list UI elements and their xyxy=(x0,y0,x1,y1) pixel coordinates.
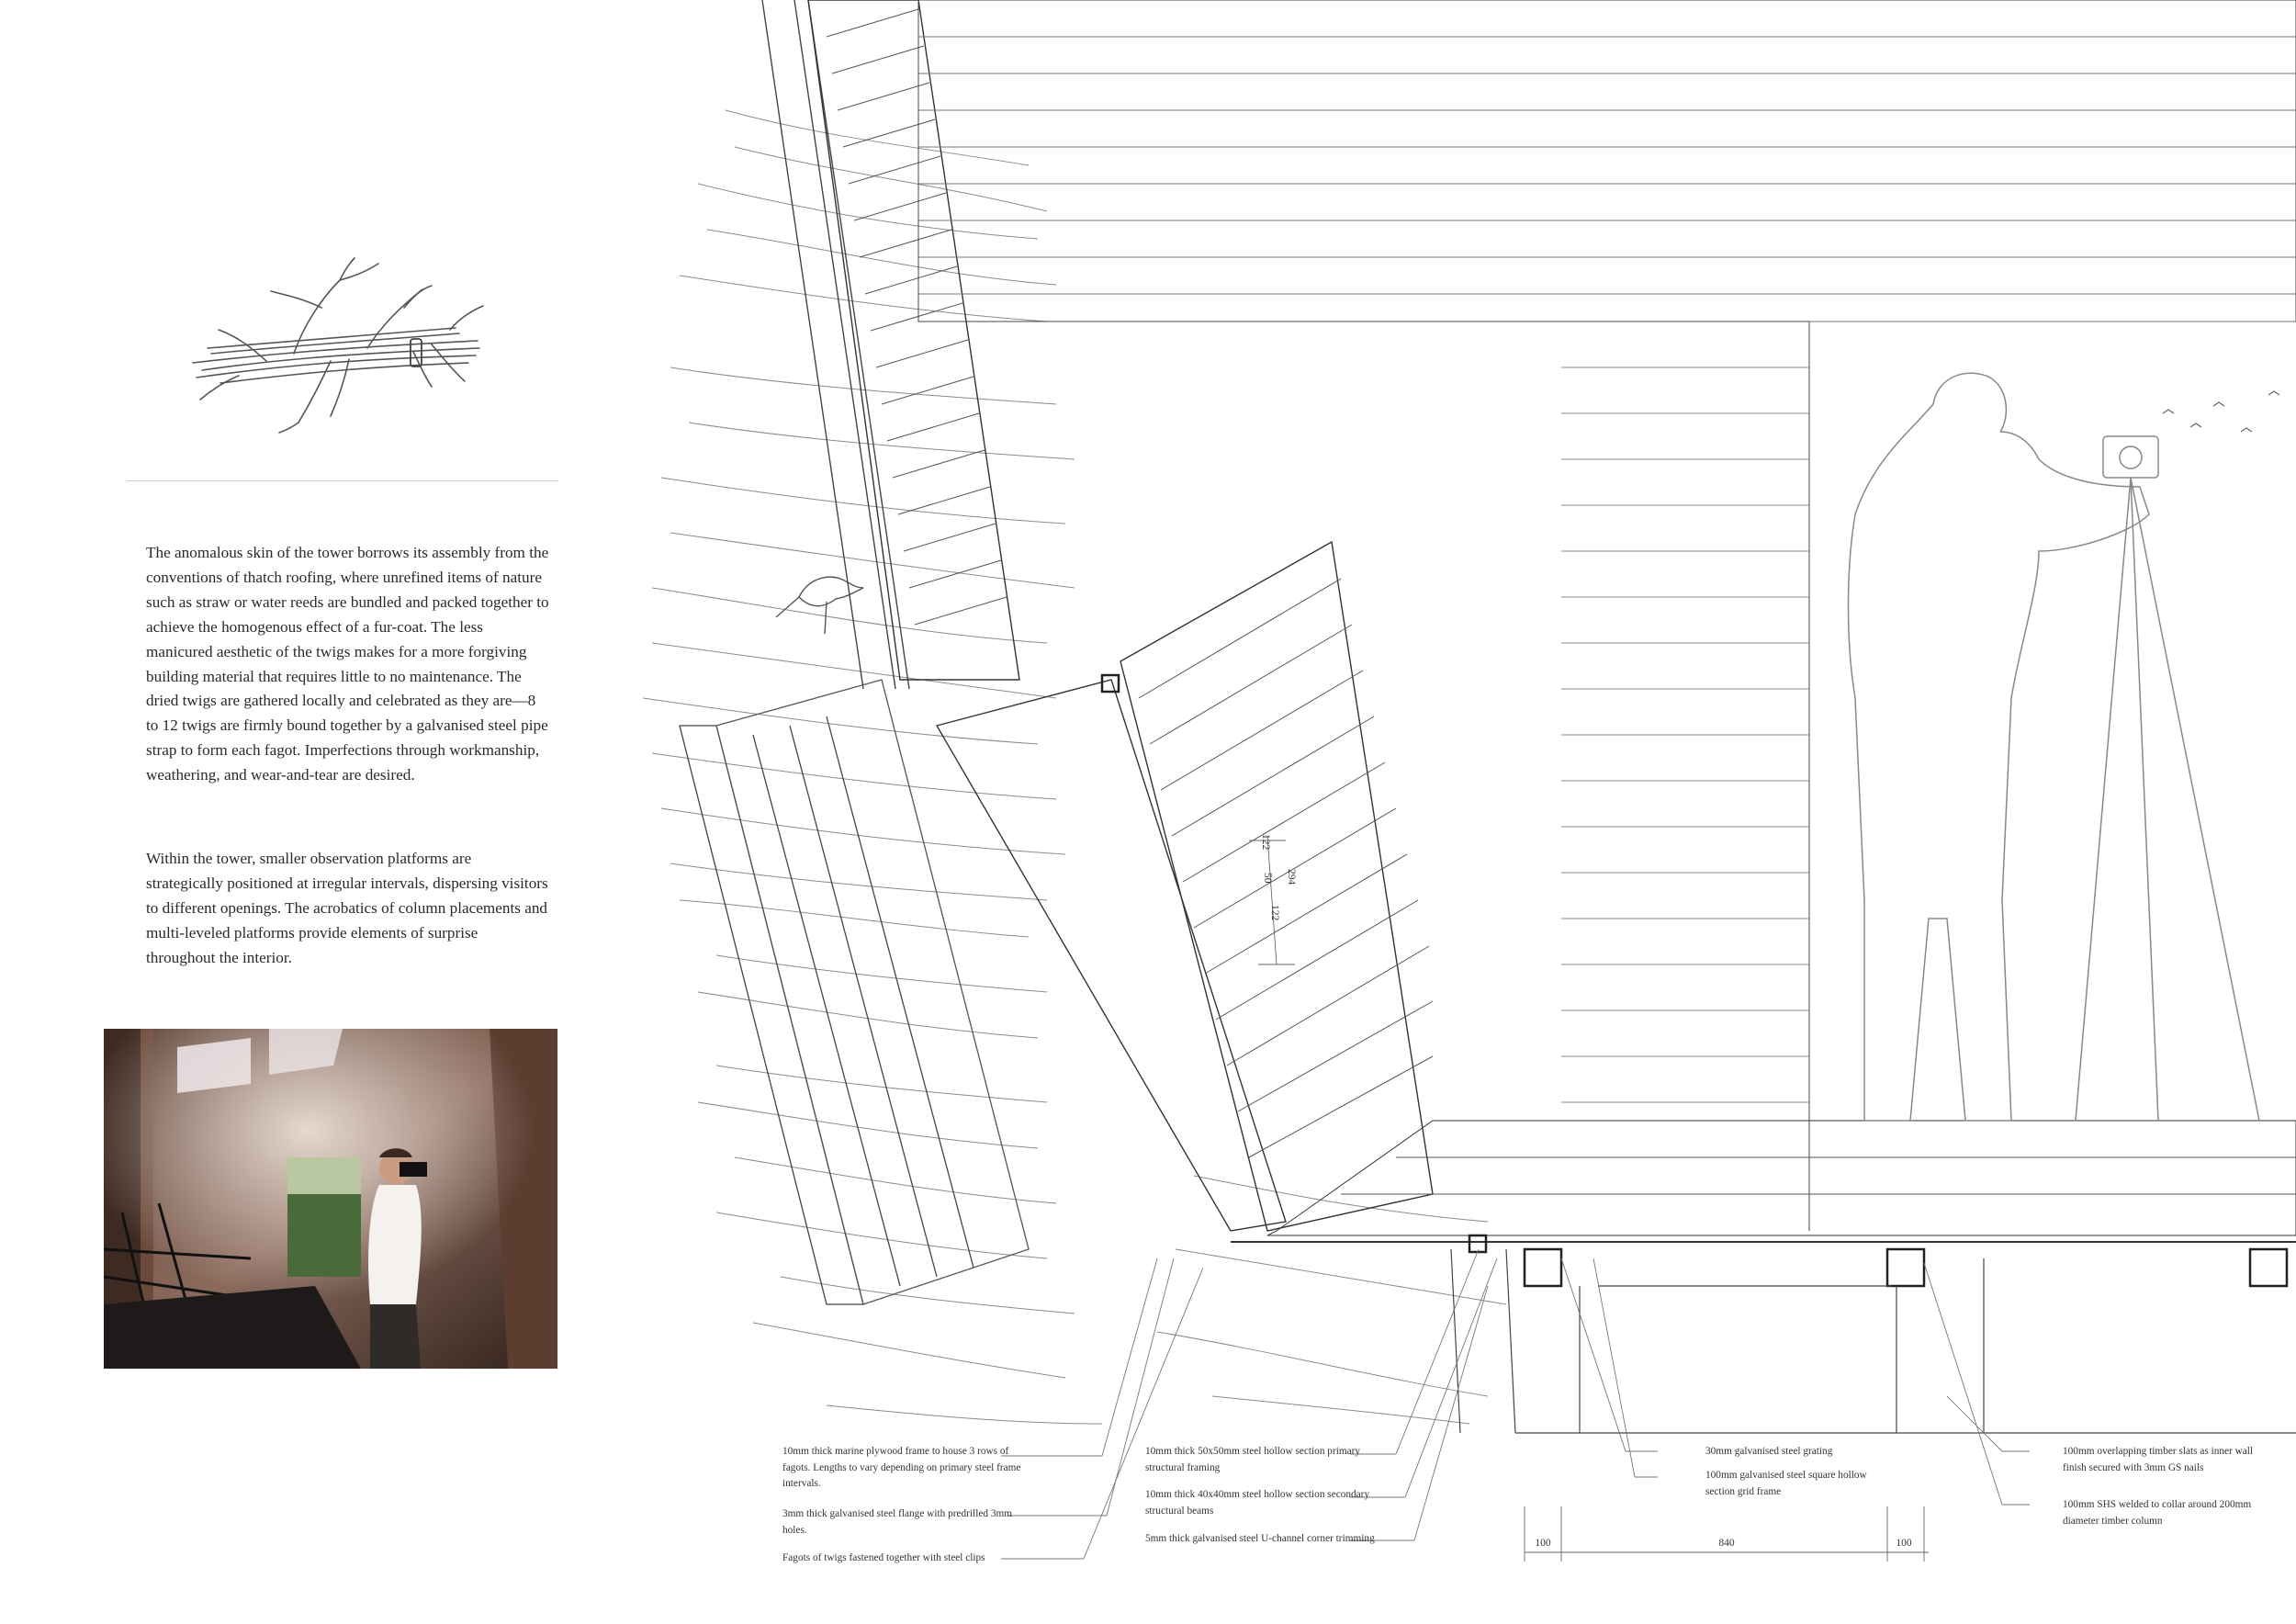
interior-slats-lower xyxy=(1561,367,1809,1102)
lower-hatched-panel xyxy=(937,542,1433,1231)
wall-section-drawing xyxy=(643,0,2296,1624)
upper-hatched-panel xyxy=(808,0,1019,680)
note-primary-framing: 10mm thick 50x50mm steel hollow section primary structural framing xyxy=(1145,1446,1361,1473)
dimension-label: 122 xyxy=(1260,834,1271,851)
note-corner-trimming: 5mm thick galvanised steel U-channel corner trimming xyxy=(1145,1533,1375,1544)
bird-sketch xyxy=(776,577,863,634)
platform-paragraph: Within the tower, smaller observation platforms are strategically positioned at irregular intervals, dispersing visitors to different openings. The acrobatics of column placements and multi-leveled platforms provide elements of surprise throughout the interior. xyxy=(146,850,548,966)
dimension-label: 840 xyxy=(1718,1538,1735,1549)
note-steel-flange: 3mm thick galvanised steel flange with predrilled 3mm holes. xyxy=(782,1508,1013,1536)
note-shs-collar: 100mm SHS welded to collar around 200mm diameter timber column xyxy=(2063,1499,2252,1527)
section-divider xyxy=(127,480,558,481)
note-timber-slats: 100mm overlapping timber slats as inner wall finish secured with 3mm GS nails xyxy=(2063,1446,2254,1473)
dimension-label: 294 xyxy=(1286,869,1297,885)
intro-paragraph: The anomalous skin of the tower borrows its assembly from the conventions of thatch roofing, where unrefined items of nature such as straw or water reeds are bundled and packed together to achieve the homogenous effect of a fur-coat. The less manicured aesthetic of the twigs makes for a more forgiving building material that requires little to no maintenance. The dried twigs are gathered locally and celebrated as they are—8 to 12 twigs are firmly bound together by a galvanised steel pipe strap to form each fagot. Imperfections through workmanship, weathering, and wear-and-tear are desired. xyxy=(146,544,549,784)
distant-birds xyxy=(2163,391,2279,432)
dimension-label: 122 xyxy=(1269,905,1280,921)
note-secondary-beams: 10mm thick 40x40mm steel hollow section secondary structural beams xyxy=(1145,1489,1370,1517)
note-plywood-frame: 10mm thick marine plywood frame to house 3 rows of fagots. Lengths to vary depending on primary steel frame intervals. xyxy=(782,1446,1021,1490)
photographer-figure xyxy=(1849,373,2260,1121)
note-steel-grating: 30mm galvanised steel grating xyxy=(1705,1446,1833,1457)
note-grid-frame: 100mm galvanised steel square hollow section grid frame xyxy=(1705,1470,1867,1497)
steel-grating-floor xyxy=(1231,1121,2296,1242)
dimension-label: 100 xyxy=(1535,1538,1551,1549)
note-fagot-clips: Fagots of twigs fastened together with steel clips xyxy=(782,1552,985,1563)
timber-slat-wall xyxy=(918,0,2296,1231)
interior-render-image xyxy=(104,1029,557,1369)
lower-columns xyxy=(1451,1249,2296,1433)
dimension-label: 50 xyxy=(1262,873,1273,884)
fagot-plywood-panel xyxy=(680,680,1029,1304)
twig-bundle-illustration xyxy=(184,253,496,436)
dimension-label: 100 xyxy=(1896,1538,1912,1549)
